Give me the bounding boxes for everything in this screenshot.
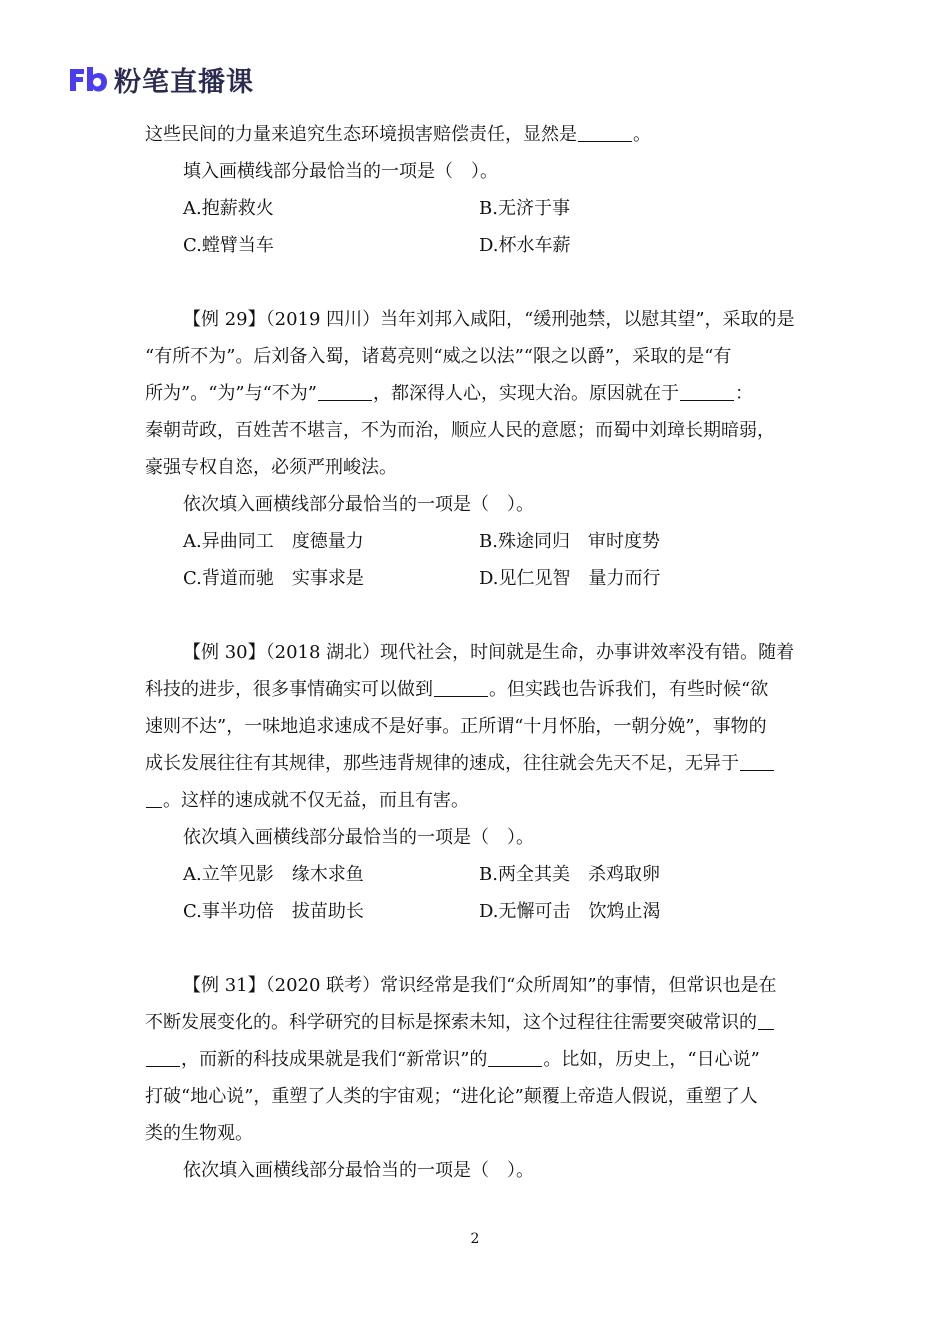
question-30-line: 【例 30】（2018 湖北）现代社会，时间就是生命，办事讲效率没有错。随着 [183, 642, 795, 663]
answer-blank [680, 380, 734, 401]
brand-name: 粉笔直播课 [114, 66, 254, 98]
page-number: 2 [470, 1231, 480, 1247]
text-line: 秦朝苛政，百姓苦不堪言，不为而治，顺应人民的意愿；而蜀中刘璋长期暗弱， [145, 420, 775, 441]
option-a: A.抱薪救火 [183, 198, 274, 219]
document-body [145, 116, 807, 1189]
option-a: A.异曲同工 度德量力 [183, 531, 364, 552]
answer-blank [758, 1009, 774, 1030]
text-line: 豪强专权自恣，必须严刑峻法。 [145, 457, 397, 478]
option-b: B.殊途同归 审时度势 [479, 531, 660, 552]
fenbi-logo-icon [68, 65, 108, 93]
brand-logo [68, 62, 254, 96]
text-line: 这些民间的力量来追究生态环境损害赔偿责任，显然是 。 [145, 116, 807, 153]
option-b: B.两全其美 杀鸡取卵 [479, 864, 660, 885]
options-row [145, 227, 807, 264]
options-row [145, 560, 807, 597]
option-b: B.无济于事 [479, 198, 570, 219]
option-a: A.立竿见影 缘木求鱼 [183, 864, 364, 885]
question-31-line: 【例 31】（2020 联考）常识经常是我们“众所周知”的事情，但常识也是在 [183, 975, 777, 996]
text-line: 速则不达”，一味地追求速成不是好事。正所谓“十月怀胎，一朝分娩”，事物的 [145, 716, 767, 737]
text-line: 所为”。“为”与“不为” ，都深得人心，实现大治。原因就在于 ： [145, 375, 807, 412]
option-d: D.杯水车薪 [479, 235, 571, 256]
options-row [145, 190, 807, 227]
text-line: 类的生物观。 [145, 1123, 253, 1144]
text-line: 打破“地心说”，重塑了人类的宇宙观；“进化论”颠覆上帝造人假说，重塑了人 [145, 1086, 758, 1107]
text-line: 。这样的速成就不仅无益，而且有害。 [145, 782, 807, 819]
text-line: ，而新的科技成果就是我们“新常识”的 。比如，历史上，“日心说” [145, 1041, 807, 1078]
options-row [145, 523, 807, 560]
option-c: C.事半功倍 拔苗助长 [183, 901, 364, 922]
answer-blank [578, 121, 632, 142]
option-d: D.无懈可击 饮鸩止渴 [479, 901, 661, 922]
question-prompt: 填入画横线部分最恰当的一项是（ ）。 [183, 161, 498, 182]
question-prompt: 依次填入画横线部分最恰当的一项是（ ）。 [183, 1160, 534, 1181]
text-line: 不断发展变化的。科学研究的目标是探索未知，这个过程往往需要突破常识的 [145, 1004, 807, 1041]
question-prompt: 依次填入画横线部分最恰当的一项是（ ）。 [183, 494, 534, 515]
answer-blank [318, 380, 372, 401]
question-prompt: 依次填入画横线部分最恰当的一项是（ ）。 [183, 827, 534, 848]
text-line: 成长发展往往有其规律，那些违背规律的速成，往往就会先天不足，无异于 [145, 745, 807, 782]
answer-blank [740, 750, 774, 771]
option-c: C.螳臂当车 [183, 235, 274, 256]
option-c: C.背道而驰 实事求是 [183, 568, 364, 589]
text-line: “有所不为”。后刘备入蜀，诸葛亮则“威之以法”“限之以爵”，采取的是“有 [145, 346, 732, 367]
answer-blank-cont [146, 787, 162, 808]
text-line: 科技的进步，很多事情确实可以做到 。但实践也告诉我们，有些时候“欲 [145, 671, 807, 708]
answer-blank [434, 676, 488, 697]
question-29-line: 【例 29】（2019 四川）当年刘邦入咸阳，“缓刑弛禁，以慰其望”，采取的是 [183, 309, 795, 330]
options-row [145, 893, 807, 930]
answer-blank [488, 1046, 542, 1067]
answer-blank-cont [146, 1046, 180, 1067]
option-d: D.见仁见智 量力而行 [479, 568, 661, 589]
options-row [145, 856, 807, 893]
